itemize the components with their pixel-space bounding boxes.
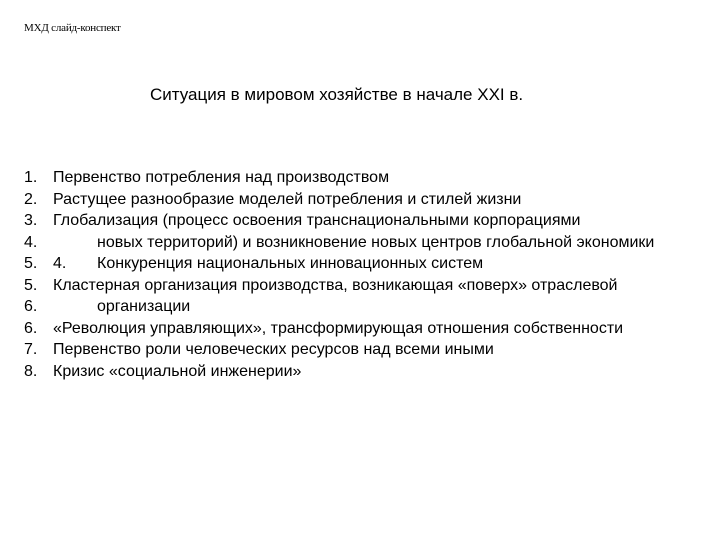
list-item-number: 1. [24, 169, 38, 186]
list-item-number: 5. [24, 276, 38, 294]
list-item-text: Глобализация (процесс освоения транснациональными корпорациями [53, 212, 581, 229]
list-item-text: организации [97, 298, 191, 315]
list-item-inner-number: 4. [53, 255, 67, 272]
list-item-number: 8. [24, 362, 38, 380]
list-item-text: Кластерная организация производства, возникающая «поверх» отраслевой [53, 276, 618, 294]
list-item-text: Кризис «социальной инженерии» [53, 362, 302, 380]
list-item [24, 167, 720, 189]
list-item [24, 339, 720, 361]
list-item-text: Первенство роли человеческих ресурсов над всеми иными [53, 341, 494, 358]
numbered-list [24, 167, 720, 382]
list-item-text: Растущее разнообразие моделей потребления и стилей жизни [53, 190, 522, 208]
list-item [24, 318, 720, 340]
list-item-indent [53, 296, 97, 318]
list-item-number: 7. [24, 341, 38, 358]
header-note: МХД слайд-конспект [24, 22, 121, 34]
list-item-number: 4. [24, 233, 38, 251]
list-item-number: 2. [24, 190, 38, 208]
list-item-text: Конкуренция национальных инновационных систем [97, 255, 484, 272]
list-item-text: Первенство потребления над производством [53, 169, 390, 186]
list-item-indent [53, 232, 97, 254]
list-item [24, 253, 720, 275]
list-item [24, 189, 720, 211]
list-item [24, 210, 720, 232]
list-item-number: 3. [24, 212, 38, 229]
list-item-number: 5. [24, 255, 38, 272]
list-item [24, 275, 720, 297]
list-item-text: «Революция управляющих», трансформирующая отношения собственности [53, 319, 624, 337]
list-item-number: 6. [24, 319, 38, 337]
list-item [24, 296, 720, 318]
list-item-number: 6. [24, 298, 38, 315]
list-item-text: новых территорий) и возникновение новых центров глобальной экономики [97, 233, 655, 251]
list-item [24, 232, 720, 254]
list-item [24, 361, 720, 383]
slide-title: Ситуация в мировом хозяйстве в начале XXI в. [150, 85, 524, 104]
